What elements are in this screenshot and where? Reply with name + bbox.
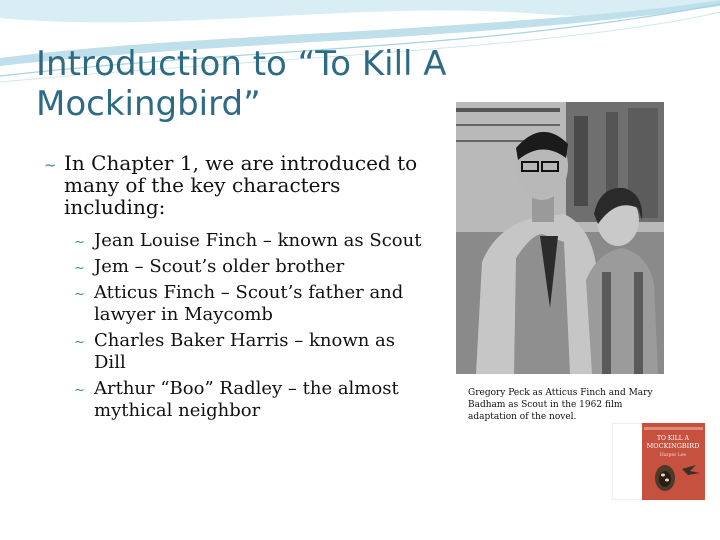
wavy-bullet-icon: ~ <box>74 261 85 276</box>
wavy-bullet-icon: ~ <box>74 335 85 350</box>
book-cover-image <box>612 423 705 500</box>
wavy-bullet-icon: ~ <box>74 383 85 398</box>
character-bullet-dill <box>74 330 424 374</box>
character-bullet-scout <box>74 230 424 252</box>
intro-bullet <box>44 152 424 218</box>
character-bullet-boo <box>74 378 424 422</box>
book-title-line2: MOCKINGBIRD <box>646 442 700 450</box>
photo-caption: Gregory Peck as Atticus Finch and Mary Badham as Scout in the 1962 film adaptation of the novel. <box>468 388 653 422</box>
wavy-bullet-icon: ~ <box>74 287 85 302</box>
slide-title: Introduction to “To Kill A Mockingbird” <box>36 44 447 124</box>
wavy-bullet-icon: ~ <box>74 235 85 250</box>
bullet-list <box>44 152 424 426</box>
character-text: Jean Louise Finch – known as Scout <box>94 230 422 251</box>
character-bullet-atticus <box>74 282 424 326</box>
character-text: Atticus Finch – Scout’s father and lawyer in Maycomb <box>94 282 404 325</box>
book-author: Harper Lee <box>659 453 687 458</box>
character-text: Jem – Scout’s older brother <box>94 256 345 277</box>
character-bullet-jem <box>74 256 424 278</box>
film-still-photo <box>456 102 664 374</box>
wavy-bullet-icon: ~ <box>44 156 57 174</box>
book-title-line1: TO KILL A <box>657 435 689 442</box>
character-text: Charles Baker Harris – known as Dill <box>94 330 396 373</box>
intro-bullet-text: In Chapter 1, we are introduced to many of the key characters including: <box>64 151 418 219</box>
character-text: Arthur “Boo” Radley – the almost mythical neighbor <box>94 378 399 421</box>
